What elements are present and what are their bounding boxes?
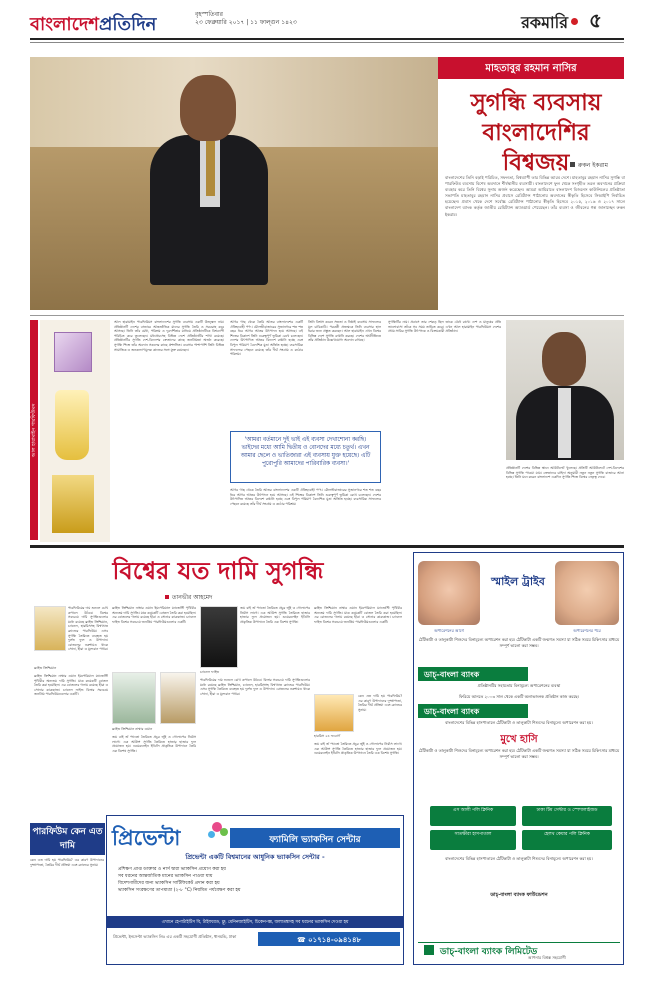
portrait-shirt — [558, 388, 571, 458]
dbbl-logo-2: ডাচ্-বাংলা ব্যাংক — [418, 704, 528, 718]
perfumes-body-2b: জয় বাই জঁ প্যাতো তৈরিতে প্রচুর জুঁই ও গোলাপের নির্যাস লাগে। এক আউন্স সুগন্ধি তৈরিতে হাজার হাজার ফুল প্রয়োজন হয়। গুয়েরলেইন ইডিলি প্রাকৃতিক উপাদানে তৈরি এক বিশেষ সুগন্ধি। — [112, 735, 196, 753]
section-name: রকমারি — [521, 13, 568, 32]
dbbl-bank-name: ডাচ্-বাংলা ব্যাংক লিমিটেড — [440, 947, 538, 957]
preventa-bullet: প্রশিক্ষণ প্রাপ্ত ডাক্তার ও নার্স দ্বারা ভ্যাকসিন প্রয়োগ করা হয় — [118, 867, 226, 872]
logo-part1: বাংলাদেশ — [30, 14, 99, 35]
logo-part2: প্রতিদিন — [98, 14, 157, 35]
before-caption: অপারেশনের আগে — [434, 628, 464, 633]
person-name: মাহতাবুর রহমান নাসির — [438, 57, 624, 79]
header-rule — [30, 38, 624, 40]
preventa-bullet: সব ধরনের আন্তর্জাতিক মানের ভ্যাকসিন পাওয়া যায় — [118, 874, 213, 879]
side-label: আল হারামাইন পারফিউমস — [31, 403, 37, 457]
preventa-tag: ফ্যামিলি ভ্যাকসিন সেন্টার — [230, 828, 400, 848]
hospital-pill-3[interactable]: সাতক্ষীরা হাসপাতাল — [430, 830, 516, 850]
perfumes-why-body: কেন এত দামি হয় পারফিউম? এর কারণ উপাদানের দুষ্প্রাপ্যতা, তৈরির দীর্ঘ প্রক্রিয়া এবং ব্র্যান্ডের সুনাম। — [30, 858, 104, 867]
baby-after-photo — [555, 561, 619, 625]
pull-quote: 'আমরা বর্তমানে দুই ভাই এই ব্যবসা দেখাশোনা করছি। ভাইদের মধ্যে আমি দ্বিতীয় ও বোনদের মধ্যে চতুর্থ। এখন আমার ছেলে ও ভাতিজারা এই ব্যবসায় যুক্ত হয়েছে। এটি পুরোপুরি আমাদের পারিবারিক ব্যবসা।' — [230, 431, 381, 483]
perfume-caption-3: চ্যানেল ফাইভ — [200, 670, 220, 674]
page-number: ৫ — [589, 8, 602, 32]
preventa-phone-number: ০১৭১৪-০৯৪১৪৮ — [308, 936, 362, 944]
perfumes-body-4b: কেন এত দামি হয় পারফিউম? এর কারণ উপাদানের দুষ্প্রাপ্যতা, তৈরির দীর্ঘ প্রক্রিয়া এবং ব্র্যান্ডের সুনাম। — [358, 694, 402, 712]
section-dot-icon — [571, 18, 578, 25]
preventa-bullet: বিদেশগামীদের জন্য ভ্যাকসিন সার্টিফিকেট প্রদান করা হয় — [118, 881, 220, 886]
baby-before-photo — [418, 561, 480, 625]
dbbl1-text: প্রতিষ্ঠানটির সহায়তায় বিনামূল্যে অপারেশনের ব্যবস্থা — [477, 683, 561, 688]
perfume-caption-2: ক্লাইভ ক্রিশ্চিয়ান নাম্বার ওয়ান — [112, 727, 153, 731]
person-head — [180, 75, 236, 141]
preventa-phone[interactable] — [258, 932, 400, 946]
smile-ad-title: স্মাইল ট্রাইব — [491, 575, 545, 588]
perfumes-body-1a: পারফিউমের দাম শুনলে চোখ কপালে উঠবে। বিশ্বের সবচেয়ে দামি সুগন্ধিগুলোর মধ্যে রয়েছে ক্লাইভ ক্রিশ্চিয়ান, চ্যানেল, হারমিসসহ বিশ্বখ্যাত ব্র্যান্ডের পারফিউম। এসব সুগন্ধি তৈরিতে ব্যবহৃত হয় দুর্লভ ফুল ও উপাদান। বোতলের নকশায়ও থাকে সোনা, হীরা ও মূল্যবান পাথর। — [68, 606, 108, 652]
perfumes-author: তানভীর আহমেদ — [165, 592, 212, 603]
article-col-2b: তিনি বিশ্বাস করেন সততা ও নিষ্ঠাই ব্যবসায় সাফল্যের মূল চাবিকাঠি। পরবর্তী প্রজন্মকে তিনি ব্যবসার হাল ধরার জন্য প্রস্তুত করছেন। আল হারামাইন এখন বিশ্বের বিভিন্ন দেশে সুগন্ধি রপ্তানি করছে। দেশের অর্থনীতিতে তাঁর প্রতিষ্ঠান উল্লেখযোগ্য অবদান রাখছে। — [308, 320, 381, 343]
perfume-image-5 — [314, 694, 354, 732]
dbbl-foundation: ডাচ্-বাংলা ব্যাংক ফাউন্ডেশন — [490, 892, 548, 898]
article-col-2c: আগর গাছ থেকে তৈরি আতর বাংলাদেশের একটি ঐতিহ্যবাহী পণ্য। মৌলভীবাজারের সুজানগরে শত শত বছর ধরে আগর আতর উৎপাদন হয়ে আসছে। এই শিল্পের বিকাশে তিনি গুরুত্বপূর্ণ ভূমিকা রেখে চলেছেন। দেশের উৎপাদিত আতর বিদেশে রপ্তানি হচ্ছে এবং বিপুল পরিমাণ বৈদেশিক মুদ্রা অর্জিত হচ্ছে। ব্যবসায়িক সাফল্যের পেছনে রয়েছে তাঁর দীর্ঘ সংগ্রাম ও কঠোর পরিশ্রম। — [230, 488, 381, 506]
article-col-1: আল হারামাইন পারফিউমস বাংলাদেশের সুগন্ধি ব্যবসায় একটি উজ্জ্বল নাম। প্রতিষ্ঠানটি দেশের বাজারে আন্তর্জাতিক মানের সুগন্ধি তৈরি ও সরবরাহ করে আসছে। তিনি তাঁর মেধা, পরিশ্রম ও দূরদর্শিতার মাধ্যমে প্রতিষ্ঠানটিকে বিশ্বব্যাপী পরিচিত করে তুলেছেন। মধ্যপ্রাচ্যসহ বিভিন্ন দেশে প্রতিষ্ঠানটির শাখা রয়েছে। প্রতিষ্ঠানটির সুগন্ধি দেশ-বিদেশের ক্রেতাদের কাছে জনপ্রিয়তা অর্জন করেছে। সুগন্ধি শিল্পে তাঁর অবদান সকলের কাছে প্রশংসিত। ব্যবসার পাশাপাশি তিনি বিভিন্ন সামাজিক ও জনকল্যাণমূলক কাজের সঙ্গে যুক্ত রয়েছেন। — [114, 320, 224, 352]
perfume-box-icon — [54, 332, 92, 372]
perfume-image-3 — [160, 672, 196, 724]
hospital-pill-4[interactable]: হেলথ কেয়ার পলি ক্লিনিক — [522, 830, 612, 850]
perfume-bottle-icon — [55, 390, 89, 460]
preventa-logo: প্রিভেন্টা — [112, 825, 181, 850]
smile-headline: মুখে হাসি — [500, 734, 538, 745]
preventa-subtitle: প্রিভেন্টা একটি বিশ্বমানের আধুনিক ভ্যাকসিন সেন্টার - — [185, 853, 325, 861]
perfume-image-1 — [34, 606, 66, 651]
dbbl-footer[interactable] — [418, 942, 620, 960]
perfumes-body-1b: ক্লাইভ ক্রিশ্চিয়ান নাম্বার ওয়ান ইমপেরিয়াল ম্যাজেস্টি পৃথিবীর অন্যতম দামি সুগন্ধি। মাত্র কয়েকটি বোতল তৈরি করা হয়েছিল। এর বোতলের গলায় রয়েছে হীরা ও সোনার কারুকাজ। চ্যানেল ফাইভ বিশ্বের সবচেয়ে জনপ্রিয় পারফিউমগুলোর একটি। — [34, 674, 108, 697]
perfumes-why-box: পারফিউম কেন এত দামি — [30, 823, 105, 855]
feature-photo[interactable] — [30, 57, 438, 310]
smile-body: ঠোঁটকাটা ও তালুকাটা শিশুদের বিনামূল্যে অপারেশন করা হয়। ঠোঁটকাটা একটি জন্মগত সমস্যা যা সঠিক সময়ে চিকিৎসার মাধ্যমে সম্পূর্ণ ভালো করা সম্ভব। — [418, 748, 620, 759]
day: বৃহস্পতিবার — [195, 11, 223, 18]
byline: রুকন ইকরাম — [570, 160, 608, 171]
dbbl-mark-icon — [424, 945, 434, 955]
phone-icon: ☎ — [296, 936, 309, 944]
headline-line1: সুগন্ধি ব্যবসায় — [470, 89, 602, 116]
preventa-bar: এখানে হেপাটাইটিস বি, টাইফয়েড, ফ্লু, মেনিনজাইটিস, চিকেনপক্স, জলাতঙ্কসহ সব ধরনের ভ্যাকসিন দেওয়া হয় — [106, 916, 404, 928]
preventa-bullet: ভ্যাকসিন সংরক্ষণের তাপমাত্রা (২-৮ °C) নিয়মিত পর্যবেক্ষণ করা হয় — [118, 888, 241, 893]
dateline — [195, 11, 297, 27]
perfumes-body-4a: ক্লাইভ ক্রিশ্চিয়ান নাম্বার ওয়ান ইমপেরিয়াল ম্যাজেস্টি পৃথিবীর অন্যতম দামি সুগন্ধি। মাত্র কয়েকটি বোতল তৈরি করা হয়েছিল। এর বোতলের গলায় রয়েছে হীরা ও সোনার কারুকাজ। চ্যানেল ফাইভ বিশ্বের সবচেয়ে জনপ্রিয় পারফিউমগুলোর একটি। — [314, 606, 402, 624]
section-divider — [30, 545, 624, 548]
smile-mid-text: ফিরিয়ে আনতে ২০০৩ সাল থেকে একটি অলাভজনক প্রতিষ্ঠান কাজ করছে। — [458, 694, 580, 699]
hospital-pill-2[interactable]: ঢাকা টিম সেন্টার ও স্পেশালাইজড — [522, 806, 612, 826]
smile-intro: ঠোঁটকাটা ও তালুকাটা শিশুদের বিনামূল্যে অপারেশন করা হয়। ঠোঁটকাটা একটি জন্মগত সমস্যা যা সঠিক সময়ে চিকিৎসার মাধ্যমে সম্পূর্ণ ভালো করা সম্ভব। — [418, 637, 620, 648]
perfumes-body-3b: পারফিউমের দাম শুনলে চোখ কপালে উঠবে। বিশ্বের সবচেয়ে দামি সুগন্ধিগুলোর মধ্যে রয়েছে ক্লাইভ ক্রিশ্চিয়ান, চ্যানেল, হারমিসসহ বিশ্বখ্যাত ব্র্যান্ডের পারফিউম। এসব সুগন্ধি তৈরিতে ব্যবহৃত হয় দুর্লভ ফুল ও উপাদান। বোতলের নকশায়ও থাকে সোনা, হীরা ও মূল্যবান পাথর। — [200, 678, 310, 696]
headline-line2: বাংলাদেশির বিশ্বজয় — [482, 119, 590, 176]
perfumes-body-2a: ক্লাইভ ক্রিশ্চিয়ান নাম্বার ওয়ান ইমপেরিয়াল ম্যাজেস্টি পৃথিবীর অন্যতম দামি সুগন্ধি। মাত্র কয়েকটি বোতল তৈরি করা হয়েছিল। এর বোতলের গলায় রয়েছে হীরা ও সোনার কারুকাজ। চ্যানেল ফাইভ বিশ্বের সবচেয়ে জনপ্রিয় পারফিউমগুলোর একটি। — [112, 606, 196, 624]
header-rule-thin — [30, 42, 624, 43]
article-col-2a: আগর গাছ থেকে তৈরি আতর বাংলাদেশের একটি ঐতিহ্যবাহী পণ্য। মৌলভীবাজারের সুজানগরে শত শত বছর ধরে আগর আতর উৎপাদন হয়ে আসছে। এই শিল্পের বিকাশে তিনি গুরুত্বপূর্ণ ভূমিকা রেখে চলেছেন। দেশের উৎপাদিত আতর বিদেশে রপ্তানি হচ্ছে এবং বিপুল পরিমাণ বৈদেশিক মুদ্রা অর্জিত হচ্ছে। ব্যবসায়িক সাফল্যের পেছনে রয়েছে তাঁর দীর্ঘ সংগ্রাম ও কঠোর পরিশ্রম। — [230, 320, 303, 357]
perfumes-title[interactable]: বিশ্বের যত দামি সুগন্ধি — [112, 556, 324, 585]
article-col-3: সুগন্ধিটির নাম। প্রবাসে তার শেকড় ছিল তাকে বেঁধে রাখে। দেশ ও মানুষের প্রতি ভালোবাসা তাঁকে সব সময় তাড়িত করে। এখন আল হারামাইন পারফিউমস দেশের প্রথম সারির সুগন্ধি উৎপাদক ও বিক্রয়কারী প্রতিষ্ঠান। — [388, 320, 501, 334]
article-col-4: প্রতিষ্ঠানটি দেশের বিভিন্ন স্থানে আউটলেট খুলেছে। প্রতিটি আউটলেটে দেশ-বিদেশের বিভিন্ন সুগন্ধি পাওয়া যায়। ক্রেতাদের চাহিদা অনুযায়ী নতুন নতুন সুগন্ধি বাজারে আনা হচ্ছে। তিনি মনে করেন বাংলাদেশ একদিন সুগন্ধি শিল্পে বিশ্বের নেতৃত্ব দেবে। — [506, 466, 624, 480]
perfume-bottle-gold-icon — [52, 475, 94, 533]
person-tie — [206, 141, 215, 196]
section-rule — [30, 315, 624, 316]
preventa-footer: প্রিভেন্টা, ইনসেপ্টা ভ্যাকসিন লিঃ এর একটি সহযোগী প্রতিষ্ঠান, ধানমন্ডি, ঢাকা — [113, 934, 237, 939]
perfume-caption-1: ক্লাইভ ক্রিশ্চিয়ান — [34, 666, 57, 670]
hospital-pill-1[interactable]: এস আলী পলি ক্লিনিক — [430, 806, 516, 826]
perfumes-body-4c: জয় বাই জঁ প্যাতো তৈরিতে প্রচুর জুঁই ও গোলাপের নির্যাস লাগে। এক আউন্স সুগন্ধি তৈরিতে হাজার হাজার ফুল প্রয়োজন হয়। গুয়েরলেইন ইডিলি প্রাকৃতিক উপাদানে তৈরি এক বিশেষ সুগন্ধি। — [314, 742, 402, 756]
after-caption: অপারেশনের পরে — [573, 628, 601, 633]
dbbl2-text: বাংলাদেশের বিভিন্ন হাসপাতালে ঠোঁটকাটা ও তালুকাটা শিশুদের বিনামূল্যে অপারেশন করা হয়। — [445, 720, 593, 725]
dbbl-logo-1: ডাচ্-বাংলা ব্যাংক — [418, 667, 528, 681]
date: ২৩ ফেব্রুয়ারি ২০১৭ | ১১ ফাল্গুন ১৪২৩ — [195, 19, 297, 26]
perfume-image-4 — [200, 606, 238, 668]
preventa-bullets — [118, 866, 394, 894]
feature-intro: বাংলাদেশের তিনি বড়াই পরিচিত, সফলতা, বিশ্বব্যাপী তার বিভিন্ন আরব দেশে। মাহতাবুর রহমান নাসির সুগন্ধি বা পারফিউম ব্যবসায় বিশেষ অবদানে শীর্ষস্থানীয় ব্যবসায়ী। বাংলাদেশে ফুল থেকে সংগৃহীত তরল অবদানের প্রক্রিয়া ব্যবহার করে তিনি বিশ্বের সুনাম অর্জন করেছেন। আমরা আমিরাতে বাংলাদেশ বিজনেস কাউন্সিলের প্রতিষ্ঠাতা সভাপতি মাহতাবুর রহমান নাসির প্রবাসে রেমিট্যান্স পাঠানোয় অবদানের স্বীকৃতি হিসেবে সিআইপি নির্বাচিত হয়েছেন। প্রবাস থেকে দেশে সর্বোচ্চ রেমিট্যান্স পাঠানোর স্বীকৃতি হিসেবে ২০১৫, ২০১৬ ও ২০১৭ সালে বাংলাদেশ ব্যাংক কর্তৃক জাতীয় রেমিট্যান্স অ্যাওয়ার্ড পেয়েছেন। তাঁর ব্যবসা ও জীবনের গল্প জানাচ্ছেন রুকন ইকরাম। — [445, 175, 625, 217]
perfumes-body-3a: জয় বাই জঁ প্যাতো তৈরিতে প্রচুর জুঁই ও গোলাপের নির্যাস লাগে। এক আউন্স সুগন্ধি তৈরিতে হাজার হাজার ফুল প্রয়োজন হয়। গুয়েরলেইন ইডিলি প্রাকৃতিক উপাদানে তৈরি এক বিশেষ সুগন্ধি। — [240, 606, 310, 624]
portrait-head — [542, 332, 586, 386]
perfume-image-2 — [112, 672, 156, 724]
portrait-photo[interactable] — [506, 320, 624, 460]
masthead-logo[interactable] — [30, 10, 156, 41]
smile-details: বাংলাদেশের বিভিন্ন হাসপাতালে ঠোঁটকাটা ও তালুকাটা শিশুদের বিনামূল্যে অপারেশন করা হয়। — [445, 856, 593, 861]
perfume-caption-4: হারমিস ২৪ ফবোর্গ — [314, 734, 341, 738]
dbbl-tagline: আপনার বিশ্বস্ত সহযোগী — [528, 955, 566, 960]
